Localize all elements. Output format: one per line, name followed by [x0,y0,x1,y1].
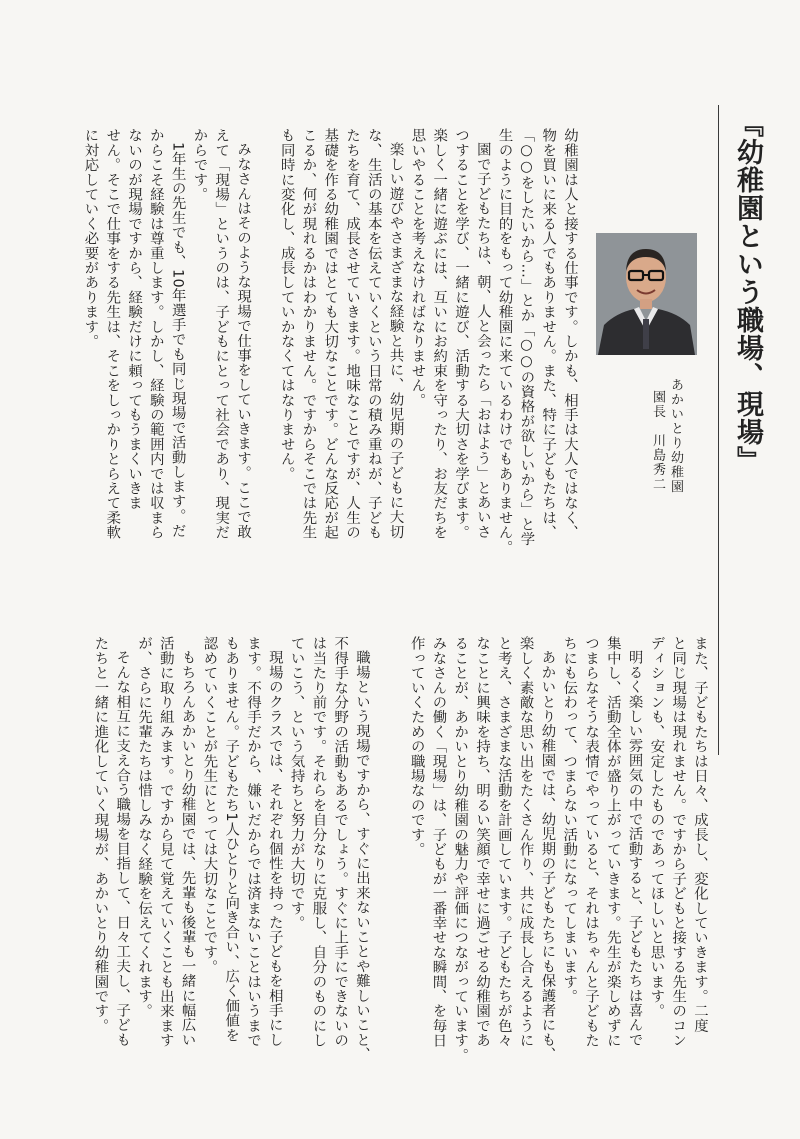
author-portrait-image [596,233,697,355]
body-line: 楽しく一緒に遊ぶには、互いにお約束を守ったり、お友だちを [431,128,448,540]
body-lower-right [408,636,710,1063]
author-byline [648,378,684,494]
title-divider [718,105,719,755]
body-line: ディションも、安定したものであってほしいと思います。 [648,636,665,1019]
author-organization: あかいとり幼稚園 [668,378,683,494]
body-line: つすることを学び、一緒に遊び、活動する大切さを学びます。 [453,128,470,540]
body-line: みなさんの働く「現場」は、子どもが一番幸せな瞬間、を毎日 [430,636,447,1048]
body-line: もありません。子どもたち1人ひとりと向き合い、広く価値を [223,636,240,1043]
body-line: たちを育て、成長させていきます。地味なことですが、人生の [344,128,361,540]
body-line: 「○○をしたいから…」とか「○○の資格が欲しいから」と学 [518,128,535,546]
body-line: からこそ経験は尊重します。しかし、経験の範囲内では収まら [147,128,164,540]
body-line: からです。 [191,128,208,202]
body-line: は当たり前です。それらを自分なりに克服し、自分のものにし [310,636,327,1048]
body-line: 認めていくことが先生にとっては大切なことです。 [201,636,218,975]
body-line: また、子どもたちは日々、成長し、変化していきます。二度 [692,636,708,1033]
body-line: みなさんはそのような現場で仕事をしていきます。ここで敢 [235,142,252,540]
body-line: 1年生の先生でも、10年選手でも同じ現場で活動します。だ [169,142,186,539]
body-line: ていこう、という気持ちと努力が大切です。 [288,636,305,930]
body-line: 幼稚園は人と接する仕事です。しかも、相手は大人ではなく、 [562,128,578,540]
body-upper [20,128,580,598]
body-line: せん。そこで仕事をする先生は、そこをしっかりとらえて柔軟 [104,128,121,540]
body-line: 活動に取り組みます。ですから見て覚えていくことも出来ます [157,636,174,1048]
body-line: と同じ現場は現れません。ですから子どもと接する先生のコン [670,636,687,1048]
body-line: こるか、何が現れるかはわかりません。ですからそこでは先生 [300,128,317,540]
body-line: が、さらに先輩たちは惜しみなく経験を伝えてくれます。 [136,636,153,1019]
author-photo [596,233,697,355]
body-line: 物を買いに来る人でもありません。また、特に子どもたちは、 [540,128,557,540]
body-line: ないのが現場ですから、経験だけに頼ってもうまくいきま [126,128,143,511]
body-line: あかいとり幼稚園では、幼児期の子どもたちにも保護者にも、 [539,650,556,1062]
body-line: 楽しい遊びやさまざまな経験と共に、幼児期の子どもに大切 [387,142,404,540]
body-line: 職場という現場ですから、すぐに出来ないことや難しいこと、 [354,650,370,1062]
body-line: 基礎を作る幼稚園ではとても大切なことです。どんな反応が起 [322,128,339,540]
author-name: 園長 川島秀二 [650,390,665,492]
body-line: そんな相互に支え合う職場を目指して、日々工夫し、子ども [114,650,131,1048]
body-line: たちと一緒に進化していく現場が、あかいとり幼稚園です。 [92,636,109,1033]
body-line: もちろんあかいとり幼稚園では、先輩も後輩も一緒に幅広い [179,650,196,1048]
body-line: 現場のクラスでは、それぞれ個性を持った子どもを相手にし [266,650,283,1048]
article-title: 『幼稚園という職場、現場』 [732,110,763,474]
body-line: えて「現場」というのは、子どもにとって社会であり、現実だ [213,128,230,540]
body-line: 園で子どもたちは、朝、人と会ったら「おはよう」とあいさ [474,142,491,540]
body-line: 楽しく素敵な思い出をたくさん作り、共に成長し合えるように [517,636,534,1048]
body-line: な、生活の基本を伝えていくという日常の積み重ねが、子ども [365,128,382,540]
body-line: ます。不得手だから、嫌いだからでは済まないことはいうまで [245,636,262,1048]
body-line: 思いやることを考えなければなりません。 [409,128,426,408]
body-line: と考え、さまざまな活動を計画しています。子どもたちが色々 [495,636,512,1048]
body-line: なことに興味を持ち、明るい笑顔で幸せに過ごせる幼稚園であ [474,636,491,1048]
body-lower-left [72,636,372,1062]
body-line: 生のように目的をもって幼稚園に来ているわけでもありません。 [496,128,513,555]
body-line: 明るく楽しい雰囲気の中で活動すると、子どもたちは喜んで [626,650,643,1048]
body-line: 集中し、活動全体が盛り上がっていきます。先生が楽しめずに [604,636,621,1048]
body-line: つまらなそうな表情でやっていると、それはちゃんと子どもた [583,636,600,1048]
body-line: に対応していく必要があります。 [82,128,99,349]
body-line: ることが、あかいとり幼稚園の魅力や評価につながっています。 [452,636,469,1063]
body-line: 不得手な分野の活動もあるでしょう。すぐに上手にできないの [332,636,349,1048]
body-line: 作っていくための職場なのです。 [408,636,425,857]
body-line: も同時に変化し、成長していかなくてはなりません。 [278,128,295,481]
body-line: ちにも伝わって、つまらない活動になってしまいます。 [561,636,578,1004]
